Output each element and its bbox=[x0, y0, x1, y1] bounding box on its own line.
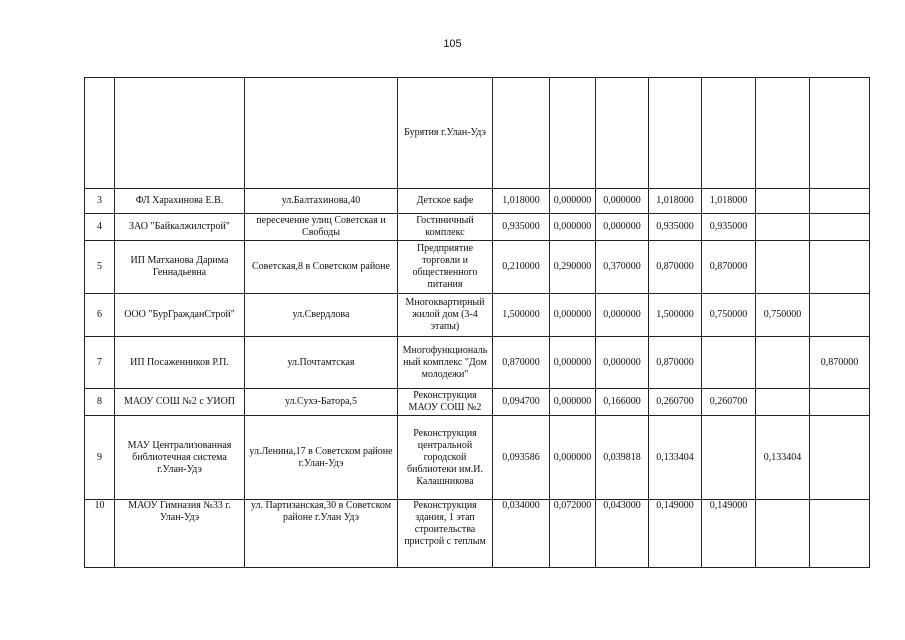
row-number: 4 bbox=[85, 214, 115, 241]
table-cell bbox=[596, 78, 649, 189]
value-cell: 0,166000 bbox=[596, 389, 649, 416]
row-number: 8 bbox=[85, 389, 115, 416]
object-cell: Реконструкция центральной городской библиотеки им.И. Калашникова bbox=[398, 416, 493, 500]
value-cell: 0,133404 bbox=[756, 416, 810, 500]
row-number: 6 bbox=[85, 294, 115, 337]
value-cell bbox=[756, 241, 810, 294]
value-cell bbox=[810, 214, 870, 241]
organization-cell: МАОУ СОШ №2 с УИОП bbox=[115, 389, 245, 416]
object-cell: Детское кафе bbox=[398, 189, 493, 214]
table-row bbox=[85, 214, 870, 241]
value-cell: 0,094700 bbox=[493, 389, 550, 416]
table-cell bbox=[702, 78, 756, 189]
value-cell: 0,072000 bbox=[550, 500, 596, 568]
table-header-row bbox=[85, 78, 870, 189]
value-cell: 0,000000 bbox=[550, 214, 596, 241]
value-cell bbox=[810, 189, 870, 214]
object-cell: Предприятие торговли и общественного питания bbox=[398, 241, 493, 294]
value-cell: 1,018000 bbox=[493, 189, 550, 214]
row-number: 3 bbox=[85, 189, 115, 214]
value-cell: 0,000000 bbox=[550, 189, 596, 214]
value-cell: 0,000000 bbox=[596, 214, 649, 241]
value-cell bbox=[756, 337, 810, 389]
value-cell: 1,018000 bbox=[702, 189, 756, 214]
value-cell: 0,935000 bbox=[649, 214, 702, 241]
organization-cell: ИП Посаженников Р.П. bbox=[115, 337, 245, 389]
value-cell: 0,870000 bbox=[649, 337, 702, 389]
table-cell bbox=[85, 78, 115, 189]
organization-cell: ООО "БурГражданСтрой" bbox=[115, 294, 245, 337]
value-cell: 0,935000 bbox=[702, 214, 756, 241]
address-cell: ул.Сухэ-Батора,5 bbox=[245, 389, 398, 416]
table-cell bbox=[756, 78, 810, 189]
value-cell bbox=[756, 389, 810, 416]
value-cell bbox=[810, 500, 870, 568]
table-row bbox=[85, 500, 870, 568]
table-cell bbox=[810, 78, 870, 189]
value-cell: 0,370000 bbox=[596, 241, 649, 294]
value-cell: 0,260700 bbox=[649, 389, 702, 416]
table-row bbox=[85, 416, 870, 500]
value-cell bbox=[702, 416, 756, 500]
value-cell: 0,000000 bbox=[550, 389, 596, 416]
object-cell: Реконструкция здания, 1 этап строительства пристрой с теплым bbox=[398, 500, 493, 568]
table-cell bbox=[115, 78, 245, 189]
value-cell bbox=[810, 416, 870, 500]
value-cell: 0,000000 bbox=[550, 294, 596, 337]
value-cell bbox=[702, 337, 756, 389]
table-row bbox=[85, 337, 870, 389]
value-cell bbox=[810, 389, 870, 416]
value-cell: 0,000000 bbox=[596, 294, 649, 337]
organization-cell: ИП Матханова Дарима Геннадьевна bbox=[115, 241, 245, 294]
table-row bbox=[85, 189, 870, 214]
table-cell bbox=[493, 78, 550, 189]
value-cell: 0,034000 bbox=[493, 500, 550, 568]
objects-table bbox=[84, 77, 870, 568]
value-cell: 0,750000 bbox=[756, 294, 810, 337]
value-cell: 0,870000 bbox=[493, 337, 550, 389]
value-cell: 0,093586 bbox=[493, 416, 550, 500]
value-cell: 0,210000 bbox=[493, 241, 550, 294]
value-cell bbox=[756, 214, 810, 241]
organization-cell: МАУ Централизованная библиотечная система г.Улан-Удэ bbox=[115, 416, 245, 500]
row-number: 9 bbox=[85, 416, 115, 500]
address-cell: ул.Ленина,17 в Советском районе г.Улан-Удэ bbox=[245, 416, 398, 500]
address-cell: ул.Почтамтская bbox=[245, 337, 398, 389]
address-cell: ул.Свердлова bbox=[245, 294, 398, 337]
page-number: 105 bbox=[443, 38, 462, 50]
table-cell bbox=[550, 78, 596, 189]
value-cell: 0,149000 bbox=[702, 500, 756, 568]
value-cell bbox=[756, 500, 810, 568]
row-number: 5 bbox=[85, 241, 115, 294]
object-cell: Многоквартирный жилой дом (3-4 этапы) bbox=[398, 294, 493, 337]
address-cell: ул.Балтахинова,40 bbox=[245, 189, 398, 214]
value-cell: 0,039818 bbox=[596, 416, 649, 500]
object-cell: Реконструкция МАОУ СОШ №2 bbox=[398, 389, 493, 416]
object-cell: Гостиничный комплекс bbox=[398, 214, 493, 241]
value-cell: 1,500000 bbox=[493, 294, 550, 337]
value-cell: 0,000000 bbox=[596, 337, 649, 389]
value-cell: 1,500000 bbox=[649, 294, 702, 337]
table-cell bbox=[245, 78, 398, 189]
value-cell: 0,000000 bbox=[550, 416, 596, 500]
row-number: 7 bbox=[85, 337, 115, 389]
table-cell: Бурятия г.Улан-Удэ bbox=[398, 78, 493, 189]
address-cell: ул. Партизанская,30 в Советском районе г.Улан Удэ bbox=[245, 500, 398, 568]
organization-cell: ФЛ Харахинова Е.В. bbox=[115, 189, 245, 214]
value-cell bbox=[810, 294, 870, 337]
value-cell: 0,149000 bbox=[649, 500, 702, 568]
value-cell: 0,043000 bbox=[596, 500, 649, 568]
value-cell: 0,133404 bbox=[649, 416, 702, 500]
value-cell: 0,870000 bbox=[702, 241, 756, 294]
value-cell: 0,870000 bbox=[649, 241, 702, 294]
organization-cell: ЗАО "Байкалжилстрой" bbox=[115, 214, 245, 241]
organization-cell: МАОУ Гимназия №33 г. Улан-Удэ bbox=[115, 500, 245, 568]
value-cell bbox=[756, 189, 810, 214]
value-cell: 0,000000 bbox=[596, 189, 649, 214]
row-number: 10 bbox=[85, 500, 115, 568]
value-cell: 0,000000 bbox=[550, 337, 596, 389]
value-cell: 0,290000 bbox=[550, 241, 596, 294]
object-cell: Многофункциональный комплекс "Дом молодежи" bbox=[398, 337, 493, 389]
value-cell: 0,260700 bbox=[702, 389, 756, 416]
table-row bbox=[85, 389, 870, 416]
value-cell: 0,870000 bbox=[810, 337, 870, 389]
table-row bbox=[85, 294, 870, 337]
value-cell: 1,018000 bbox=[649, 189, 702, 214]
value-cell bbox=[810, 241, 870, 294]
address-cell: пересечение улиц Советская и Свободы bbox=[245, 214, 398, 241]
value-cell: 0,750000 bbox=[702, 294, 756, 337]
address-cell: Советская,8 в Советском районе bbox=[245, 241, 398, 294]
table-cell bbox=[649, 78, 702, 189]
value-cell: 0,935000 bbox=[493, 214, 550, 241]
table-row bbox=[85, 241, 870, 294]
